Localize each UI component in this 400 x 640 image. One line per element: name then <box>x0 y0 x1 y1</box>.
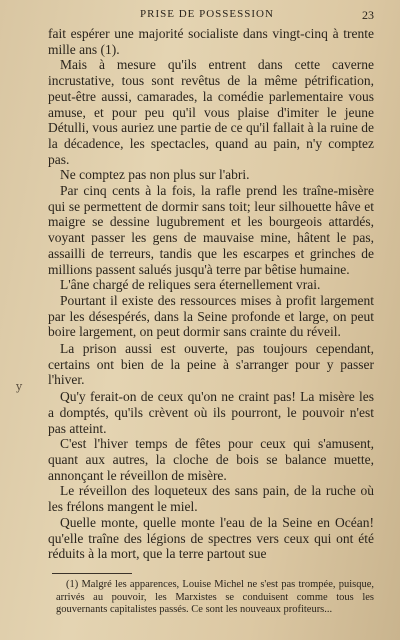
paragraph: L'âne chargé de reliques sera éternellement vrai. <box>60 277 321 293</box>
paragraph: Mais à mesure qu'ils entrent dans cette caverne incrustative, tous sont revêtus de la même pétrification, peut-être aussi, camarades, la comédie parlementaire vous amuse, et pour peu qu'il vous plaise d'imiter le jeune Détulli, vous auriez une partie de ce qu'il fallait à la ruine de la décadence, les spectacles, quand au pain, n'y comptez pas. <box>48 57 374 167</box>
running-title: PRISE DE POSSESSION <box>140 8 274 20</box>
paragraph: fait espérer une majorité socialiste dans vingt-cinq à trente mille ans (1). <box>48 26 374 57</box>
body-text <box>48 26 374 562</box>
paragraph: Quelle monte, quelle monte l'eau de la Seine en Océan! qu'elle traîne des légions de spectres vers ceux qui ont été réduits à la mort, que la terre partout sue <box>48 514 374 562</box>
paragraph: Le réveillon des loqueteux des sans pain, de la ruche où les frélons mangent le miel. <box>48 483 374 515</box>
running-head <box>0 8 400 24</box>
footnote-rule <box>52 573 132 574</box>
paragraph: Ne comptez pas non plus sur l'abri. <box>60 167 250 183</box>
paragraph: Pourtant il existe des ressources mises à profit largement par les désespérés, dans la Seine profonde et large, on peut boire largement, on peut dormir sans crainte du réveil. <box>48 292 374 340</box>
paragraph: La prison aussi est ouverte, pas toujours cependant, certains ont bien de la peine à s'arranger pour y passer l'hiver. <box>48 341 374 388</box>
paragraph: C'est l'hiver temps de fêtes pour ceux qui s'amusent, quant aux autres, la cloche de bois se balance muette, annonçant le réveillon de misère. <box>48 436 374 483</box>
footnote: (1) Malgré les apparences, Louise Michel ne s'est pas trompée, puisque, arrivés au pouvoir, les Marxistes se conduisent comme tous les gouvernants capitalistes passés. Ce sont les nouveaux profiteurs... <box>56 579 374 615</box>
paragraph: Qu'y ferait-on de ceux qu'on ne craint pas! La misère les a domptés, qu'ils crèvent où ils pourront, le pouvoir n'est pas atteint. <box>48 389 374 436</box>
paragraph: Par cinq cents à la fois, la rafle prend les traîne-misère qui se permettent de dormir sans toit; leur silhouette hâve et maigre se dessine lugubrement et les bourgeois attardés, voyant passer les gens de mauvaise mine, hâtent le pas, assailli de terreurs, tandis que les escarpes et grinches de millions passent salués jusqu'à terre par bêtise humaine. <box>48 183 374 277</box>
page-number: 23 <box>362 8 374 22</box>
margin-mark: y <box>16 380 23 393</box>
